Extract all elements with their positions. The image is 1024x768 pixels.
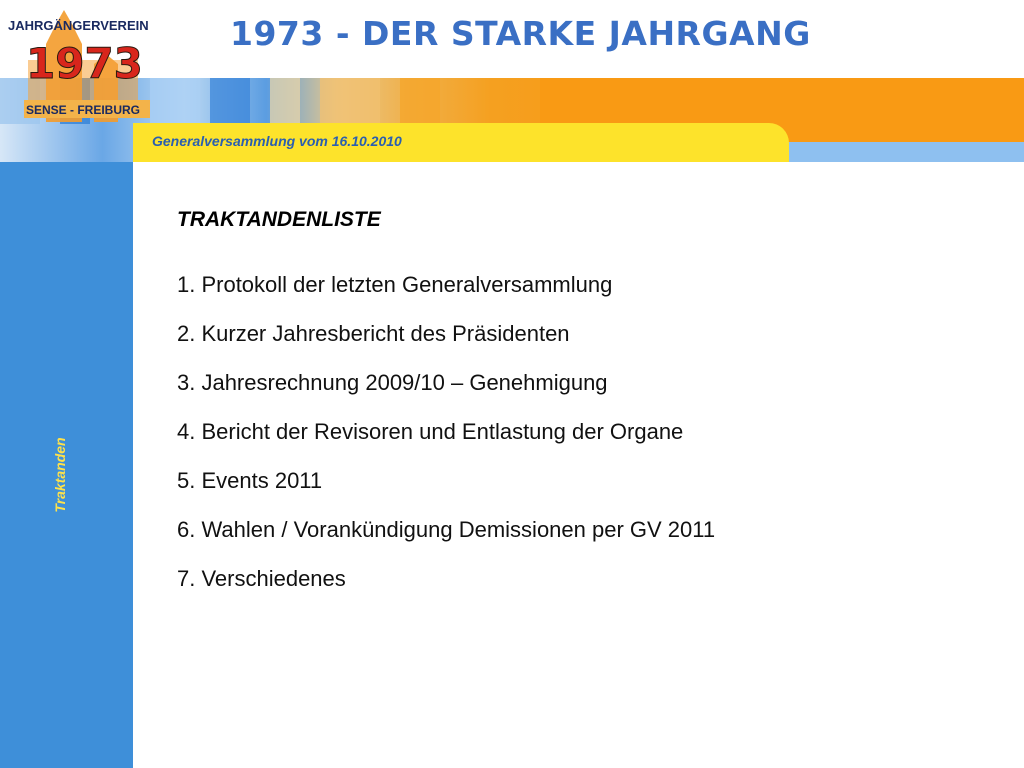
logo-line3: SENSE - FREIBURG: [26, 103, 141, 117]
agenda-item: 4. Bericht der Revisoren und Entlastung der Organe: [177, 419, 684, 444]
agenda-item: 7. Verschiedenes: [177, 566, 346, 591]
logo-line1: JAHRGÄNGERVEREIN: [8, 18, 149, 33]
header-title: 1973 - DER STARKE JAHRGANG: [230, 14, 811, 53]
club-logo: [6, 4, 152, 122]
logo-line2: 1973: [26, 39, 143, 88]
agenda-item: 6. Wahlen / Vorankündigung Demissionen per GV 2011: [177, 517, 716, 542]
header: [0, 0, 1024, 162]
agenda-item: 5. Events 2011: [177, 468, 323, 493]
agenda-item: 2. Kurzer Jahresbericht des Präsidenten: [177, 321, 570, 346]
agenda-heading: TRAKTANDENLISTE: [177, 208, 381, 231]
content-area: [177, 205, 997, 614]
agenda-item: 3. Jahresrechnung 2009/10 – Genehmigung: [177, 370, 608, 395]
sidebar-label: Traktanden: [52, 437, 68, 513]
agenda-item: 1. Protokoll der letzten Generalversammlung: [177, 272, 613, 297]
agenda-list: [177, 271, 997, 593]
subtitle-bar-text: Generalversammlung vom 16.10.2010: [152, 133, 402, 149]
